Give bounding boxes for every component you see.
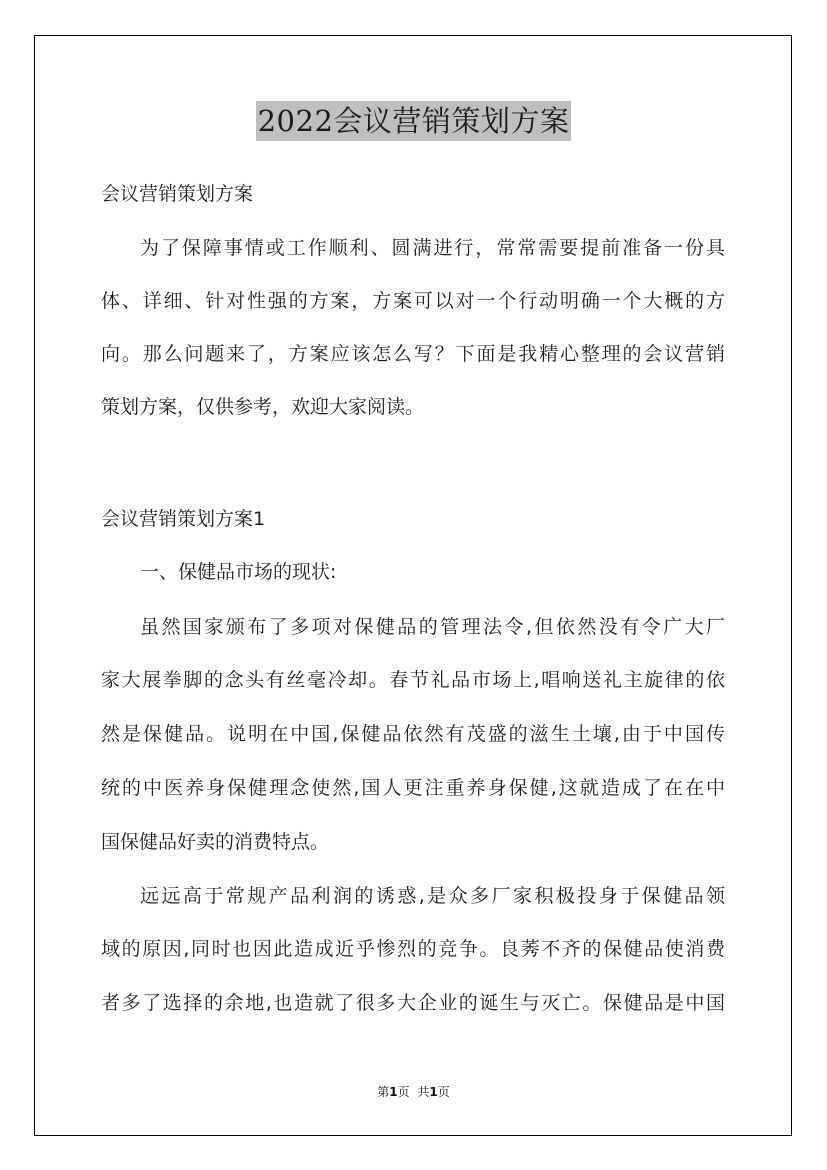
title-wrap	[0, 101, 827, 141]
para1-line-3: 然是保健品。说明在中国,保健品依然有茂盛的滋生土壤,由于中国传	[101, 723, 725, 745]
intro-line-2: 体、详细、针对性强的方案，方案可以对一个行动明确一个大概的方	[101, 290, 725, 312]
page-footer	[0, 1084, 827, 1100]
footer-page-number: 1	[389, 1085, 398, 1099]
footer-total-suffix: 页	[437, 1085, 450, 1099]
footer-page-prefix: 第	[377, 1085, 390, 1099]
intro-line-1: 为了保障事情或工作顺利、圆满进行，常常需要提前准备一份具	[140, 237, 725, 259]
document-subtitle: 会议营销策划方案	[101, 183, 254, 205]
para1-line-2: 家大展拳脚的念头有丝毫冷却。春节礼品市场上,唱响送礼主旋律的依	[101, 669, 725, 691]
para2-line-1: 远远高于常规产品利润的诱惑,是众多厂家积极投身于保健品领	[140, 885, 725, 907]
para2-line-2: 域的原因,同时也因此造成近乎惨烈的竞争。良莠不齐的保健品使消费	[101, 938, 725, 960]
section-heading: 会议营销策划方案1	[101, 508, 266, 530]
footer-total-prefix: 共	[417, 1085, 430, 1099]
para1-line-1: 虽然国家颁布了多项对保健品的管理法令,但依然没有令广大厂	[140, 616, 725, 638]
para1-line-5: 国保健品好卖的消费特点。	[101, 831, 330, 853]
intro-line-4: 策划方案，仅供参考，欢迎大家阅读。	[101, 396, 425, 418]
subsection-heading: 一、保健品市场的现状:	[140, 561, 337, 583]
footer-page-suffix: 页	[397, 1085, 410, 1099]
intro-line-3: 向。那么问题来了，方案应该怎么写？下面是我精心整理的会议营销	[101, 343, 725, 365]
footer-total-number: 1	[429, 1085, 438, 1099]
document-title: 2022会议营销策划方案	[256, 101, 572, 141]
para1-line-4: 统的中医养身保健理念使然,国人更注重养身保健,这就造成了在在中	[101, 777, 725, 799]
para2-line-3: 者多了选择的余地,也造就了很多大企业的诞生与灭亡。保健品是中国	[101, 992, 725, 1014]
